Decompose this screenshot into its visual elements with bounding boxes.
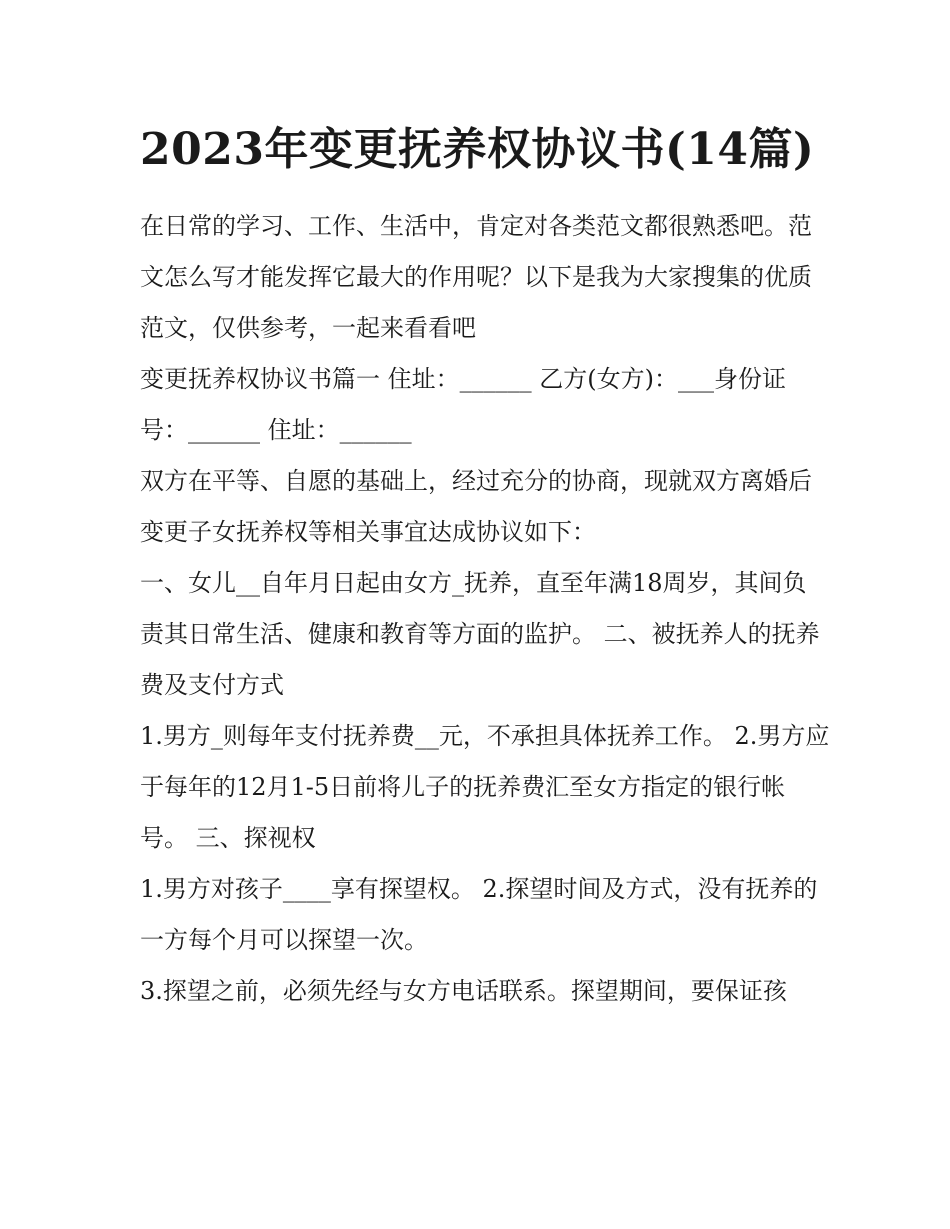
document-body — [140, 201, 830, 1017]
agreement-preamble-paragraph: 双方在平等、自愿的基础上，经过充分的协商，现就双方离婚后变更子女抚养权等相关事宜达成协议如下： — [140, 467, 812, 546]
document-content — [140, 118, 830, 1017]
section-heading-paragraph: 变更抚养权协议书篇一 住址：______ 乙方(女方)：___身份证号：______ 住址：______ — [140, 365, 786, 444]
visitation-paragraph: 1.男方对孩子____享有探望权。 2.探望时间及方式，没有抚养的一方每个月可以探望一次。 — [140, 875, 818, 954]
intro-paragraph: 在日常的学习、工作、生活中，肯定对各类范文都很熟悉吧。范文怎么写才能发挥它最大的作用呢？以下是我为大家搜集的优质范文，仅供参考，一起来看看吧 — [140, 212, 812, 342]
document-title: 2023年变更抚养权协议书(14篇) — [140, 124, 815, 175]
support-payment-paragraph: 1.男方_则每年支付抚养费__元，不承担具体抚养工作。 2.男方应于每年的12月1-5日前将儿子的抚养费汇至女方指定的银行帐号。 三、探视权 — [140, 722, 830, 852]
custody-clause-paragraph: 一、女儿__自年月日起由女方_抚养，直至年满18周岁，其间负责其日常生活、健康和教育等方面的监护。 二、被抚养人的抚养费及支付方式 — [140, 569, 820, 699]
visitation-contact-paragraph: 3.探望之前，必须先经与女方电话联系。探望期间，要保证孩 — [140, 977, 787, 1005]
